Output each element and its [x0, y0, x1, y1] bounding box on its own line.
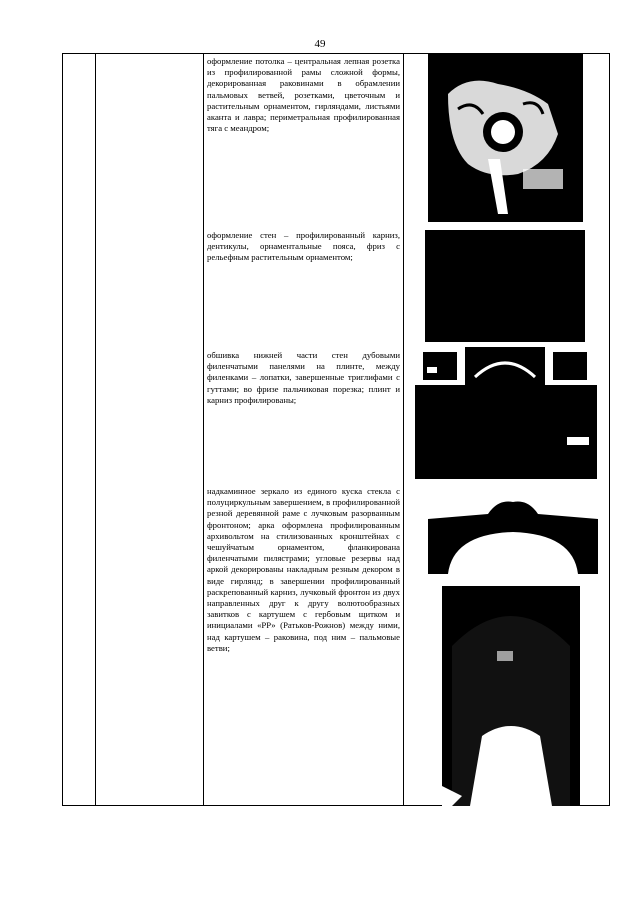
ceiling-rosette-photo	[428, 54, 583, 222]
document-table	[62, 53, 610, 806]
description-mirror: надкаминное зеркало из единого куска стекла с полуциркульным завершением, в профилированной резной деревянной раме с лучковым разорванным фронтоном; арка оформлена профилированным архивольтом на стилизованных кронштейнах с чешуйчатым орнаментом, фланкирована филенчатыми пилястрами; угловые резервы над аркой декорированы накладным резным декором в виде гирлянд; в завершении профилированный раскрепованный карниз, лучковый фронтон из двух направленных друг к другу волютообразных завитков с картушем с гербовым щитком и инициалами «РР» (Ратьков-Рожнов) между ними, над картушем – раковина, под ним – пальмовые ветви;	[207, 486, 400, 653]
page-number: 49	[314, 38, 326, 50]
wall-cornice-photo	[425, 230, 585, 342]
column-divider	[95, 54, 96, 805]
description-walls: оформление стен – профилированный карниз, дентикулы, орнаментальные пояса, фриз с рельефным растительным орнаментом;	[207, 230, 400, 263]
description-ceiling: оформление потолка – центральная лепная розетка из профилированной рамы сложной формы, декорированная раковинами в обрамлении пальмовых ветвей, розетками, цветочным и растительным орнаментом, гирляндами, листьями аканта и лавра; периметральная профилированная тяга с меандром;	[207, 56, 400, 134]
description-paneling: обшивка нижней части стен дубовыми филенчатыми панелями на плинте, между филенками – лопатки, завершенные триглифами с гуттами; во фризе пальчиковая порезка; плинт и карниз профилированы;	[207, 350, 400, 405]
column-divider	[203, 54, 204, 805]
column-divider	[403, 54, 404, 805]
oak-paneling-photo	[415, 347, 597, 479]
mirror-body-photo	[442, 586, 580, 806]
mirror-arch-photo	[428, 494, 598, 574]
